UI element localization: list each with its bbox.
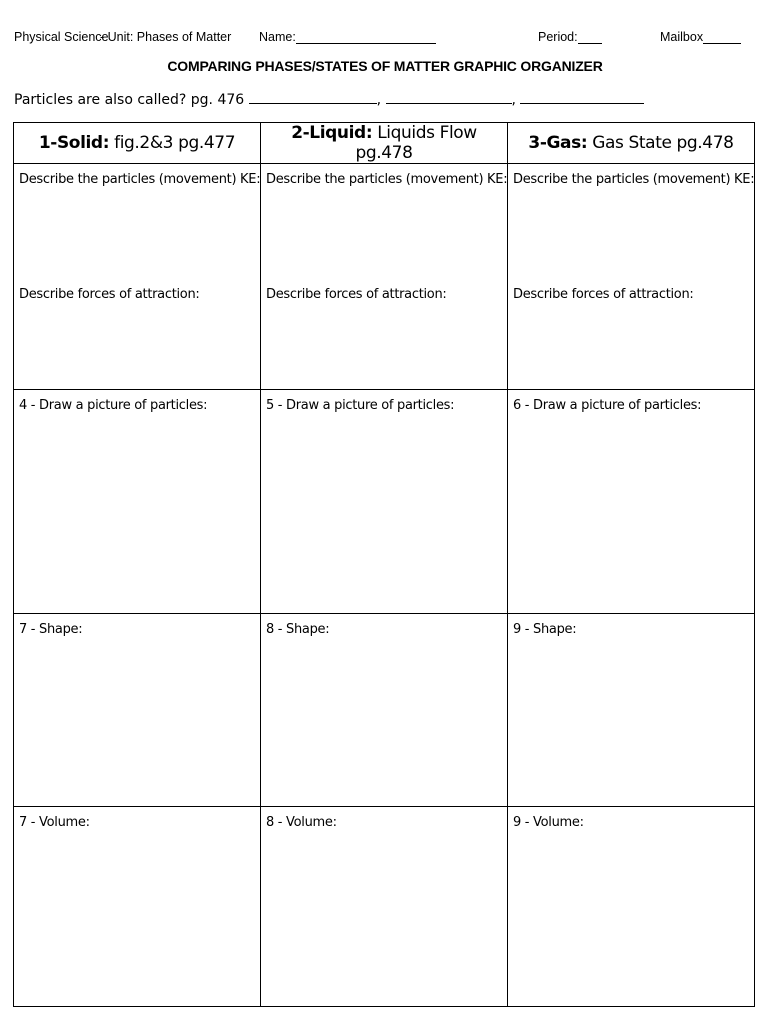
worksheet-title: COMPARING PHASES/STATES OF MATTER GRAPHIC ORGANIZER <box>167 58 603 74</box>
period-field[interactable] <box>538 30 578 44</box>
worksheet-header <box>14 30 754 48</box>
name-field[interactable] <box>259 30 296 44</box>
particles-separator: , <box>376 92 382 108</box>
unit-label: - Unit: Phases of Matter <box>100 30 232 44</box>
cell-label: 5 - Draw a picture of particles: <box>266 398 455 413</box>
table-row <box>14 164 755 390</box>
period-blank[interactable] <box>578 30 602 44</box>
answer-cell-solid-ke[interactable] <box>14 164 261 390</box>
cell-label: 7 - Volume: <box>19 815 90 830</box>
cell-label: Describe forces of attraction: <box>19 287 200 302</box>
table-row <box>14 807 755 1007</box>
answer-cell-gas-draw[interactable] <box>508 390 755 614</box>
particles-separator: , <box>511 92 516 108</box>
cell-label: Describe the particles (movement) KE: <box>19 172 261 187</box>
cell-label: Describe forces of attraction: <box>266 287 447 302</box>
answer-cell-solid-shape[interactable] <box>14 614 261 807</box>
answer-cell-gas-ke[interactable] <box>508 164 755 390</box>
cell-label: Describe the particles (movement) KE: <box>266 172 508 187</box>
column-header-solid: 1-Solid: fig.2&3 pg.477 <box>14 123 261 164</box>
cell-label: 9 - Shape: <box>513 622 577 637</box>
name-blank[interactable] <box>296 30 436 44</box>
answer-cell-liquid-shape[interactable] <box>261 614 508 807</box>
cell-label: 8 - Volume: <box>266 815 337 830</box>
particles-blank-2[interactable] <box>386 88 512 104</box>
cell-label: Describe the particles (movement) KE: <box>513 172 755 187</box>
column-header-row <box>14 123 755 164</box>
graphic-organizer-table <box>13 122 755 1007</box>
cell-label: 7 - Shape: <box>19 622 83 637</box>
answer-cell-liquid-ke[interactable] <box>261 164 508 390</box>
cell-label: 9 - Volume: <box>513 815 584 830</box>
course-label: Physical Science <box>14 30 109 44</box>
mailbox-blank[interactable] <box>703 30 741 44</box>
particles-question <box>14 88 644 108</box>
mailbox-field[interactable] <box>660 30 703 44</box>
answer-cell-solid-volume[interactable] <box>14 807 261 1007</box>
answer-cell-gas-volume[interactable] <box>508 807 755 1007</box>
answer-cell-liquid-volume[interactable] <box>261 807 508 1007</box>
name-label: Name: <box>259 30 296 44</box>
column-header-liquid: 2-Liquid: Liquids Flow pg.478 <box>261 123 508 164</box>
answer-cell-liquid-draw[interactable] <box>261 390 508 614</box>
column-header-gas: 3-Gas: Gas State pg.478 <box>508 123 755 164</box>
cell-label: Describe forces of attraction: <box>513 287 694 302</box>
table-row <box>14 614 755 807</box>
table-row <box>14 390 755 614</box>
particles-blank-3[interactable] <box>520 88 644 104</box>
particles-prompt: Particles are also called? pg. 476 <box>14 92 245 108</box>
cell-label: 8 - Shape: <box>266 622 330 637</box>
cell-label: 6 - Draw a picture of particles: <box>513 398 702 413</box>
particles-blank-1[interactable] <box>249 88 377 104</box>
period-label: Period: <box>538 30 578 44</box>
mailbox-label: Mailbox <box>660 30 704 44</box>
cell-label: 4 - Draw a picture of particles: <box>19 398 208 413</box>
answer-cell-gas-shape[interactable] <box>508 614 755 807</box>
answer-cell-solid-draw[interactable] <box>14 390 261 614</box>
